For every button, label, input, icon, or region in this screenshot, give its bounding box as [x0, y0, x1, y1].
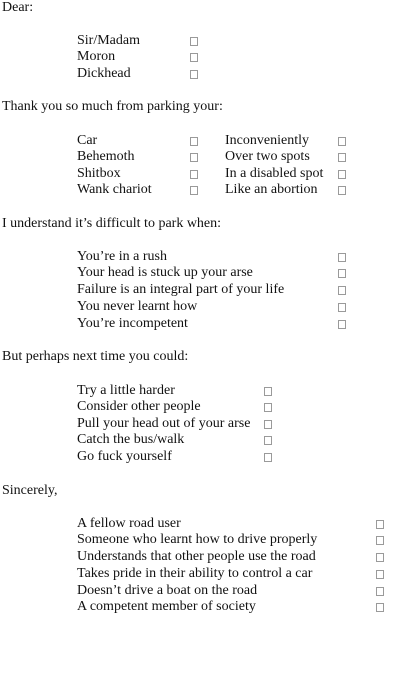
difficulty-heading: I understand it’s difficult to park when:: [2, 216, 222, 231]
vehicle-option-label: Shitbox: [77, 166, 121, 181]
parking-heading: Thank you so much from parking your:: [2, 99, 223, 114]
closing: Sincerely,: [2, 483, 58, 498]
suggestion-checkbox[interactable]: [264, 403, 272, 412]
salutation-checkbox[interactable]: [190, 37, 198, 46]
vehicle-checkbox[interactable]: [190, 186, 198, 195]
signature-option-label: A competent member of society: [77, 599, 256, 614]
reason-checkbox[interactable]: [338, 253, 346, 262]
salutation-checkbox[interactable]: [190, 53, 198, 62]
signature-option-label: Understands that other people use the road: [77, 549, 316, 564]
reason-option-label: Your head is stuck up your arse: [77, 265, 253, 280]
salutation-checkbox[interactable]: [190, 70, 198, 79]
suggestion-checkbox[interactable]: [264, 420, 272, 429]
signature-checkbox[interactable]: [376, 603, 384, 612]
signature-option-label: Doesn’t drive a boat on the road: [77, 583, 258, 598]
vehicle-checkbox[interactable]: [190, 170, 198, 179]
salutation-option-label: Sir/Madam: [77, 33, 140, 48]
signature-checkbox[interactable]: [376, 587, 384, 596]
suggestion-checkbox[interactable]: [264, 436, 272, 445]
signature-option-label: A fellow road user: [77, 516, 181, 531]
reason-checkbox[interactable]: [338, 303, 346, 312]
reason-checkbox[interactable]: [338, 320, 346, 329]
signature-checkbox[interactable]: [376, 520, 384, 529]
suggestion-option-label: Catch the bus/walk: [77, 432, 185, 447]
suggestion-option-label: Go fuck yourself: [77, 449, 172, 464]
manner-checkbox[interactable]: [338, 170, 346, 179]
manner-checkbox[interactable]: [338, 153, 346, 162]
suggestion-option-label: Pull your head out of your arse: [77, 416, 251, 431]
suggestion-heading: But perhaps next time you could:: [2, 349, 189, 364]
suggestion-checkbox[interactable]: [264, 453, 272, 462]
vehicle-checkbox[interactable]: [190, 153, 198, 162]
reason-option-label: You’re incompetent: [77, 316, 188, 331]
vehicle-option-label: Wank chariot: [77, 182, 152, 197]
reason-option-label: You’re in a rush: [77, 249, 167, 264]
manner-option-label: Inconveniently: [225, 133, 309, 148]
signature-checkbox[interactable]: [376, 570, 384, 579]
vehicle-option-label: Car: [77, 133, 98, 148]
signature-option-label: Takes pride in their ability to control a car: [77, 566, 313, 581]
signature-option-label: Someone who learnt how to drive properly: [77, 532, 318, 547]
reason-option-label: You never learnt how: [77, 299, 198, 314]
signature-checkbox[interactable]: [376, 553, 384, 562]
reason-option-label: Failure is an integral part of your life: [77, 282, 285, 297]
suggestion-checkbox[interactable]: [264, 387, 272, 396]
salutation-option-label: Dickhead: [77, 66, 131, 81]
signature-checkbox[interactable]: [376, 536, 384, 545]
vehicle-option-label: Behemoth: [77, 149, 135, 164]
greeting: Dear:: [2, 0, 34, 15]
suggestion-option-label: Consider other people: [77, 399, 201, 414]
manner-checkbox[interactable]: [338, 186, 346, 195]
manner-checkbox[interactable]: [338, 137, 346, 146]
reason-checkbox[interactable]: [338, 269, 346, 278]
manner-option-label: In a disabled spot: [225, 166, 324, 181]
manner-option-label: Over two spots: [225, 149, 310, 164]
vehicle-checkbox[interactable]: [190, 137, 198, 146]
manner-option-label: Like an abortion: [225, 182, 318, 197]
salutation-option-label: Moron: [77, 49, 116, 64]
suggestion-option-label: Try a little harder: [77, 383, 175, 398]
reason-checkbox[interactable]: [338, 286, 346, 295]
